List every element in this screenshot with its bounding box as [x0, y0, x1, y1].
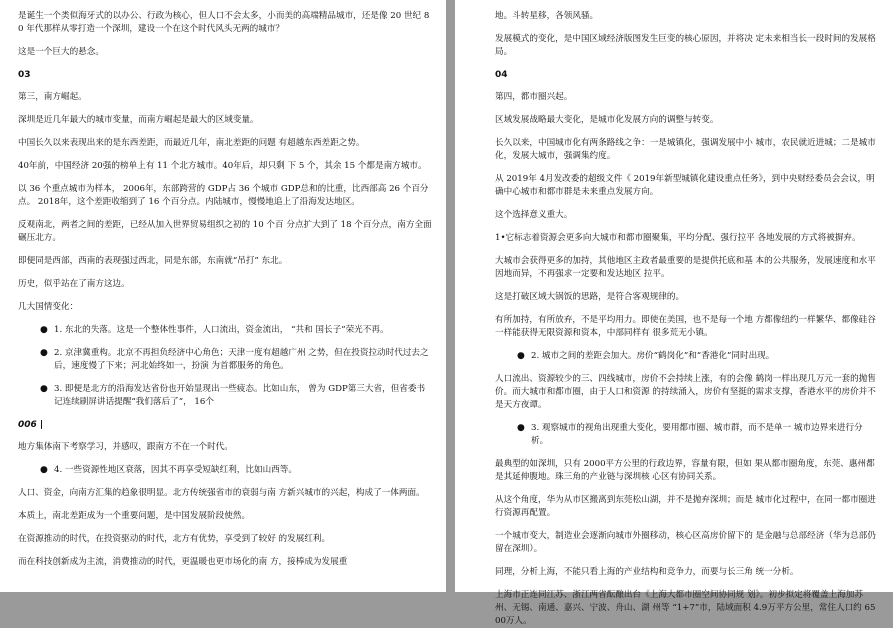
bullet-dot-icon: ● — [40, 348, 48, 358]
paragraph: 大城市会获得更多的加持，其他地区主政者最重要的是提供托底和基 本的公共服务，发展速度和水平因地而异，不再强求一定要和发达地区 拉平。 — [495, 256, 876, 279]
paragraph: 第三，南方崛起。 — [18, 92, 87, 102]
bullet-text: 3. 观察城市的视角出现重大变化，要用都市圈、城市群，而不是单一 城市边界来进行分析。 — [531, 423, 863, 446]
bullet-dot-icon: ● — [40, 465, 48, 475]
paragraph: 一个城市变大，制造业会逐渐向城市外圈移动，核心区高房价留下的 是金融与总部经济（华为总部仍留在深圳）。 — [495, 531, 876, 554]
paragraph: 中国长久以来表现出来的是东西差距，而最近几年，南北差距的问题 有超越东西差距之势。 — [18, 138, 365, 148]
bullet-item — [495, 422, 879, 448]
bullet-dot-icon: ● — [40, 325, 48, 335]
document-page-left — [0, 0, 446, 592]
paragraph: 上海市正连同江苏、浙江两省酝酿出台《上海大都市圈空间协同规 划》。初步拟定将覆盖上海加苏州、无锡、南通、嘉兴、宁波、舟山、湖 州等 “1+7”市，陆域面积 4.9万平方公里，常住人口约 6500万人。 — [495, 590, 876, 626]
bullet-dot-icon: ● — [517, 351, 525, 361]
paragraph: 几大国情变化： — [18, 302, 79, 312]
paragraph: 最典型的如深圳，只有 2000平方公里的行政边界，容量有限，但如 果从都市圈角度，东莞、惠州都是其延伸腹地。珠三角的产业链与深圳核 心区有协同关系。 — [495, 459, 875, 482]
bullet-item — [18, 324, 432, 337]
paragraph: 40年前，中国经济 20强的榜单上有 11 个北方城市。40年后，却只剩 下 5 个，其余 15 个都是南方城市。 — [18, 161, 427, 171]
paragraph: 这是一个巨大的悬念。 — [18, 47, 104, 57]
page-number: 006 | — [18, 420, 44, 430]
bullet-item — [18, 383, 432, 409]
paragraph: 1•它标志着资源会更多向大城市和都市圈聚集，平均分配、强行拉平 各地发展的方式将被摒弃。 — [495, 233, 861, 243]
bullet-dot-icon: ● — [517, 423, 525, 433]
paragraph: 有所加持，有所放弃，不是平均用力。即使在美国，也不是每一个地 方都像纽约一样繁华、都像硅谷一样能获得无限资源和资本，中部同样有 很多荒无小镇。 — [495, 315, 876, 338]
paragraph: 第四，都市圈兴起。 — [495, 92, 573, 102]
paragraph: 反观南北，两者之间的差距，已经从加入世界贸易组织之初的 10 个百 分点扩大到了 18 个百分点，南方全面碾压北方。 — [18, 220, 432, 243]
paragraph: 从 2019年 4月发改委的超级文件《 2019年新型城镇化建设重点任务》，到中央财经委员会会议，明确中心城市和都市群是未来重点发展方向。 — [495, 174, 875, 197]
bullet-text: 1. 东北的失落。这是一个整体性事件，人口流出，资金流出， “共和 国长子”荣光不再。 — [54, 325, 389, 335]
bullet-item — [18, 347, 432, 373]
bullet-item — [495, 350, 879, 363]
document-page-right — [455, 0, 893, 626]
paragraph: 人口、资金，向南方汇集的趋象很明显。北方传统强省市的衰弱与南 方新兴城市的兴起，构成了一体两面。 — [18, 488, 425, 498]
bullet-dot-icon: ● — [40, 384, 48, 394]
bullet-text: 4. 一些资源性地区衰落，因其不再享受短缺红利，比如山西等。 — [54, 465, 297, 475]
section-number: 03 — [18, 70, 31, 80]
bullet-text: 2. 京津冀重构。北京不再担负经济中心角色；天津一度有超越广州 之势，但在投资拉动时代过去之后，速度慢了下来；河北始终如一，扮演 为首都服务的角色。 — [54, 348, 429, 371]
paragraph: 是诞生一个类似海牙式的以办公、行政为核心，但人口不会太多，小而美的高端精品城市，还是像 20 世纪 80 年代那样从零打造一个深圳，建设一个在这个时代风头无两的城市？ — [18, 11, 430, 34]
paragraph: 即便同是西部，西南的表现强过西北，同是东部，东南就“吊打” 东北。 — [18, 256, 288, 266]
paragraph: 本质上，南北差距成为一个重要问题，是中国发展阶段使然。 — [18, 511, 251, 521]
paragraph: 地方集体南下考察学习，并感叹，跟南方不在一个时代。 — [18, 442, 233, 452]
paragraph: 这是打破区域大锅饭的思路，是符合客观规律的。 — [495, 292, 685, 302]
paragraph: 从这个角度，华为从市区搬离到东莞松山湖，并不是抛弃深圳；而是 城市化过程中，在同一都市圈进行资源再配置。 — [495, 495, 876, 518]
paragraph: 地。斗转星移，各领风骚。 — [495, 11, 599, 21]
paragraph: 这个选择意义重大。 — [495, 210, 573, 220]
bullet-text: 2. 城市之间的差距会加大。房价“鹤岗化”和“香港化”同时出现。 — [531, 351, 775, 361]
paragraph: 长久以来，中国城市化有两条路线之争：一是城镇化，强调发展中小 城市，农民就近进城；二是城市化，发展大城市，强调集约度。 — [495, 138, 876, 161]
paragraph: 同理，分析上海，不能只看上海的产业结构和竞争力，而要与长三角 统一分析。 — [495, 567, 799, 577]
section-number: 04 — [495, 70, 508, 80]
paragraph: 在资源推动的时代，在投资驱动的时代，北方有优势，享受到了较好 的发展红利。 — [18, 534, 331, 544]
paragraph: 历史，似乎站在了南方这边。 — [18, 279, 130, 289]
bullet-text: 3. 即便是北方的沿海发达省份也开始显现出一些疲态。比如山东， 曾为 GDP第三大省，但省委书记连续刷屏讲话提醒“我们落后了”， 16个 — [54, 384, 426, 407]
paragraph: 区域发展战略最大变化，是城市化发展方向的调整与转变。 — [495, 115, 719, 125]
paragraph: 深圳是近几年最大的城市变量，而南方崛起是最大的区域变量。 — [18, 115, 259, 125]
paragraph: 而在科技创新成为主流，消费推动的时代，更温暖也更市场化的南 方，接棒成为发展重 — [18, 557, 348, 567]
paragraph: 以 36 个重点城市为样本， 2006年，东部跨营的 GDP占 36 个城市 GDP总和的比重，比西部高 26 个百分点。 2018年，这个差距收缩到了 16 个百分点。内陆城市，慢慢地追上了沿海发达地区。 — [18, 184, 429, 207]
paragraph: 发展模式的变化，是中国区域经济版图发生巨变的核心原因，并将决 定未来相当长一段时间的发展格局。 — [495, 34, 876, 57]
paragraph: 人口流出、资源较少的三、四线城市，房价不会持续上涨，有的会像 鹤岗一样出现几万元一套的抛售价。而大城市和都市圈，由于人口和资源 的持续涌入，房价有坚挺的需求支撑，香港水平的房价并不是天方夜谭。 — [495, 374, 876, 410]
bullet-item — [18, 464, 432, 477]
